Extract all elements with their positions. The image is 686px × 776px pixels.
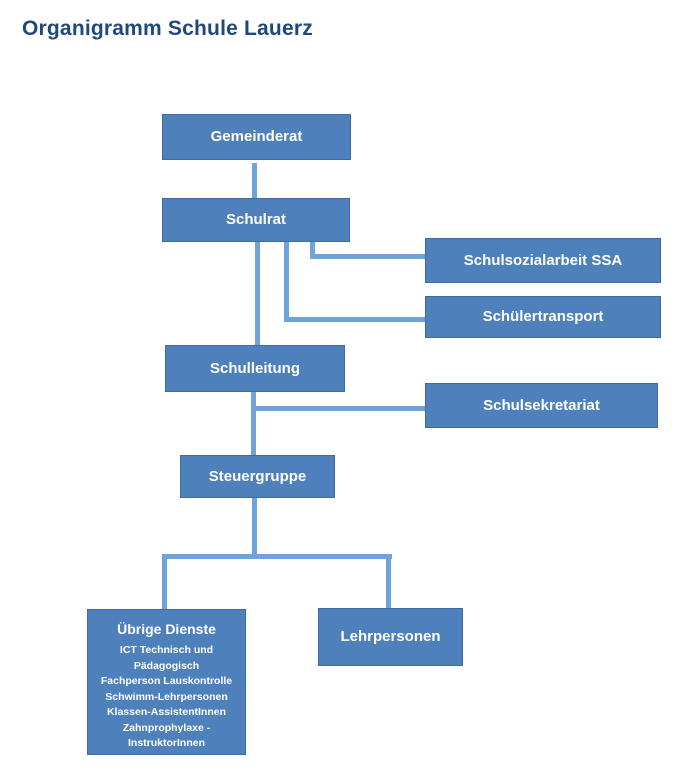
node-schulrat xyxy=(162,198,350,242)
node-schulsozialarbeit-ssa xyxy=(425,238,661,283)
node-uebrige-dienste xyxy=(87,609,246,755)
node-gemeinderat-label: Gemeinderat xyxy=(210,128,303,146)
node-schulsozialarbeit-ssa-label: Schulsozialarbeit SSA xyxy=(463,251,623,269)
connector-bottom-horizontal xyxy=(162,554,392,559)
connector-schulsozialarbeit-horizontal xyxy=(310,254,425,259)
node-uebrige-dienste-item: Fachperson Lauskontrolle xyxy=(100,675,233,688)
node-steuergruppe-label: Steuergruppe xyxy=(208,467,307,485)
connector-schuelertransport-horizontal xyxy=(284,317,425,322)
node-uebrige-dienste-item: Zahnprophylaxe - InstruktorInnen xyxy=(122,721,211,750)
connector-schulsekretariat-horizontal xyxy=(253,406,425,411)
connector-schulrat-schulleitung xyxy=(255,242,260,345)
node-gemeinderat xyxy=(162,114,351,160)
connector-gemeinderat-schulrat xyxy=(252,163,257,198)
node-uebrige-dienste-item: ICT Technisch und Pädagogisch xyxy=(119,644,214,672)
node-uebrige-dienste-item: Klassen-AssistentInnen xyxy=(106,706,227,719)
node-schulsekretariat-label: Schulsekretariat xyxy=(483,396,600,414)
node-schulsekretariat xyxy=(425,383,658,428)
node-schuelertransport xyxy=(425,296,661,338)
node-schuelertransport-label: Schülertransport xyxy=(482,308,604,326)
connector-lehrpersonen-vertical xyxy=(386,554,391,609)
node-lehrpersonen xyxy=(318,608,463,666)
connector-schuelertransport-vertical xyxy=(284,242,289,322)
connector-uebrige-dienste-vertical xyxy=(162,554,167,609)
node-schulleitung-label: Schulleitung xyxy=(210,359,300,377)
node-schulleitung xyxy=(165,345,345,392)
page-title: Organigramm Schule Lauerz xyxy=(22,17,313,40)
node-steuergruppe xyxy=(180,455,335,498)
connector-steuergruppe-down xyxy=(252,498,257,558)
node-uebrige-dienste-label: Übrige Dienste xyxy=(117,621,216,637)
connector-schulleitung-steuergruppe xyxy=(251,392,256,455)
node-uebrige-dienste-item: Schwimm-Lehrpersonen xyxy=(105,690,228,703)
node-schulrat-label: Schulrat xyxy=(225,211,286,229)
node-lehrpersonen-label: Lehrpersonen xyxy=(340,628,441,646)
